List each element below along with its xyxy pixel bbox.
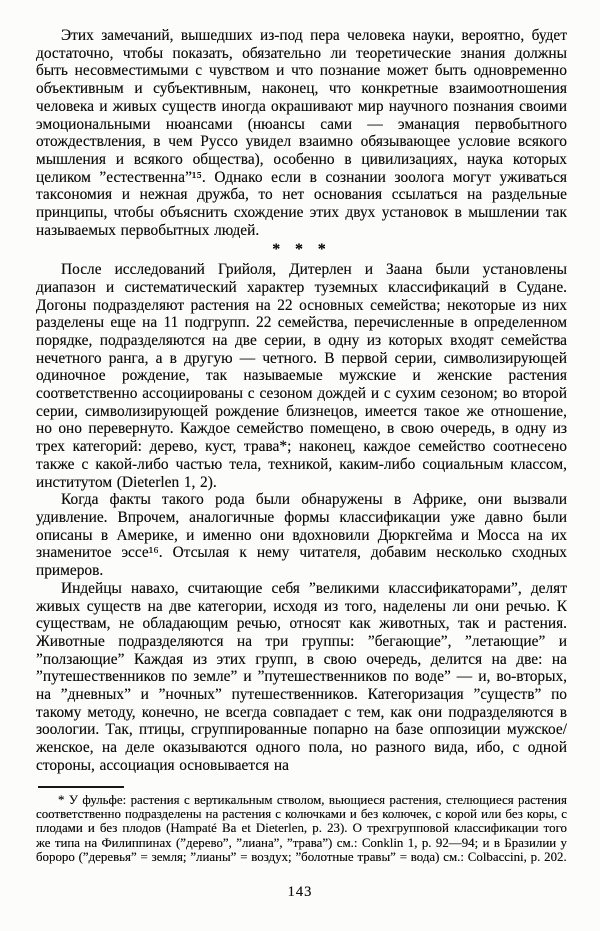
- main-text-column: [36, 27, 567, 780]
- paragraph-1: Этих замечаний, вышедших из-под пера человека науки, вероятно, будет достаточно, чтобы показать, обязательно ли теоретические знания должны быть несовместимыми с чувством и что познание может быть одновременно объективным и субъективным, наконец, что конкретные взаимоотношения человека и живых существ иногда окрашивают мир научного познания своими эмоциональными нюансами (нюансы сами — эманация первобытного отождествления, в чем Руссо увидел взаимно обязывающее условие всякого мышления и всякого общества), особенно в цивилизациях, наука которых целиком ”естественна”¹⁵. Однако если в сознании зоолога могут уживаться таксономия и нежная дружба, то нет основания ссылаться на раздельные принципы, чтобы объяснить схождение этих двух установок в мышлении так называемых первобытных людей.: [36, 27, 567, 239]
- paragraph-3: Когда факты такого рода были обнаружены в Африке, они вызвали удивление. Впрочем, аналогичные формы классификации уже давно были описаны в Америке, и именно они вдохновили Дюркгейма и Мосса на их знаменитое эссе¹⁶. Отсылая к нему читателя, добавим несколько сходных примеров.: [36, 491, 567, 580]
- page-number: 143: [287, 884, 313, 900]
- section-separator: * * *: [272, 241, 331, 259]
- footnote-section: [36, 786, 567, 864]
- paragraph-4: Индейцы навахо, считающие себя ”великими классификаторами”, делят живых существ на две категории, исходя из того, наделены ли они речью. К существам, не обладающим речью, относят как животных, так и растения. Животные подразделяются на три группы: ”бегающие”, ”летающие” и ”ползающие” Каждая из этих групп, в свою очередь, делится на две: на ”путешественников по земле” и ”путешественников по воде” — и, во-вторых, на ”дневных” и ”ночных” путешественников. Категоризация ”существ” по такому методу, конечно, не всегда совпадает с тем, как они подразделяются в зоологии. Так, птицы, сгруппированные попарно на базе оппозиции мужское/женское, на деле оказываются одного пола, но разного вида, ибо, с одной стороны, ассоциация основывается на: [36, 579, 567, 774]
- paragraph-2: После исследований Грийоля, Дитерлен и Заана были установлены диапазон и систематический характер туземных классификаций в Судане. Догоны подразделяют растения на 22 основных семейства; некоторые из них разделены еще на 11 подгрупп. 22 семейства, перечисленные в определенном порядке, подразделяются на две серии, в одну из которых входят семейства нечетного ранга, а в другую — четного. В первой серии, символизирующей одиночное рождение, так называемые мужские и женские растения соответственно ассоциированы с сезоном дождей и с сухим сезоном; во второй серии, символизирующей рождение близнецов, имеется такое же отношение, но оно перевернуто. Каждое семейство помещено, в свою очередь, в одну из трех категорий: дерево, куст, трава*; наконец, каждое семейство соотнесено также с какой-либо частью тела, техникой, каким-либо социальным классом, институтом (Dieterlen 1, 2).: [36, 261, 567, 491]
- footnote-text: * У фульфе: растения с вертикальным стволом, вьющиеся растения, стелющиеся растения соответственно подразделены на растения с колючками и без колючек, с корой или без коры, с плодами и без плодов (Hampaté Ba et Dieterlen, p. 23). О трехгрупповой классификации того же типа на Филиппинах (”дерево”, ”лиана”, ”трава”) см.: Conklin 1, p. 92—94; и в Бразилии у бороро (”деревья” = земля; ”лианы” = воздух; ”болотные травы” = вода) см.: Colbaccini, p. 202.: [36, 793, 567, 864]
- footnote-divider: [38, 786, 124, 788]
